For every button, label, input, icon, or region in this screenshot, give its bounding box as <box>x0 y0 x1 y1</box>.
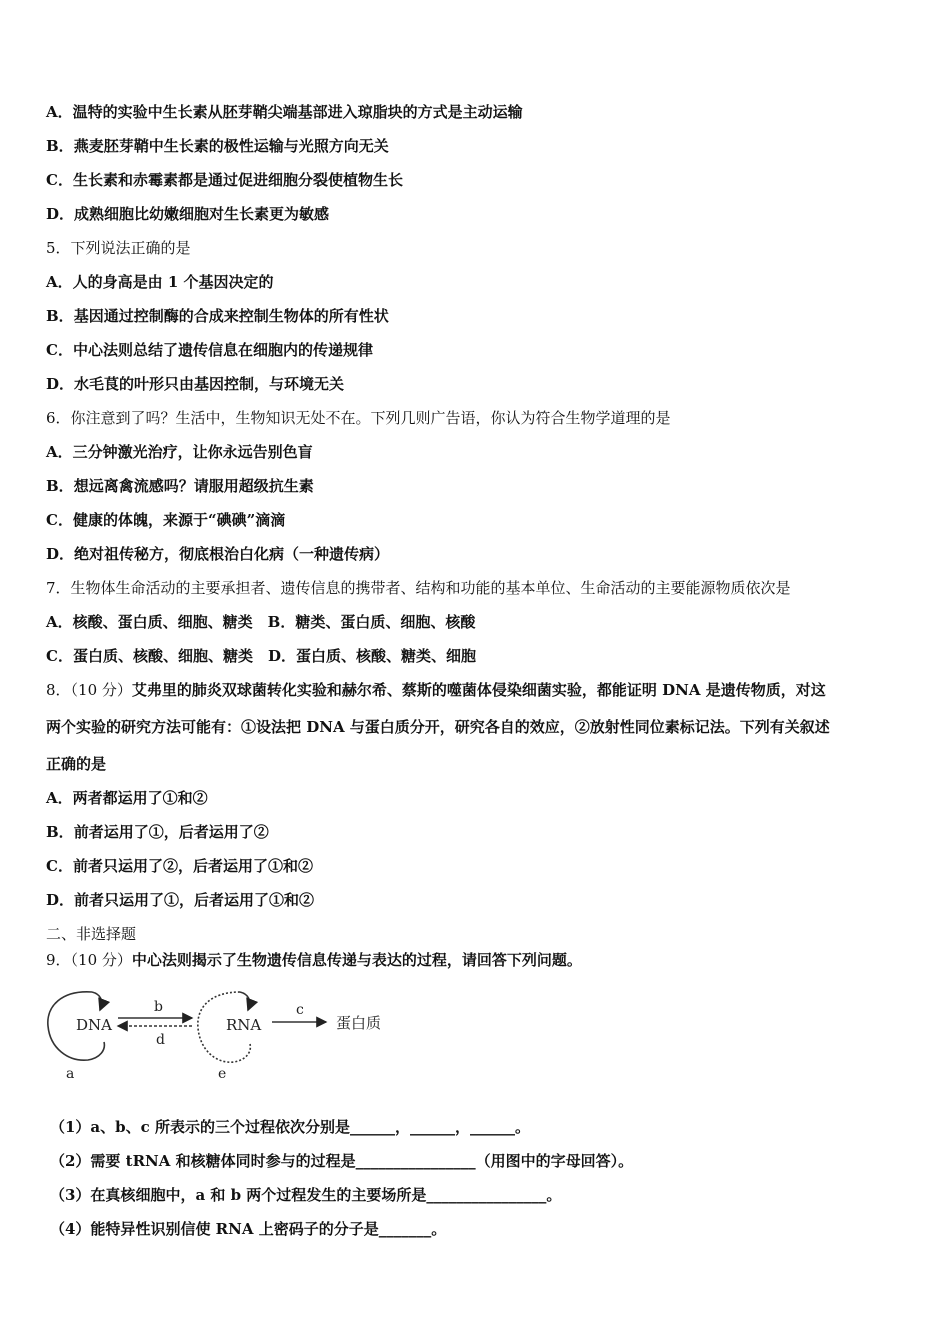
q5-stem: 5．下列说法正确的是 <box>46 239 191 257</box>
rna-loop-arrow <box>240 992 250 1010</box>
q5-option-c: C．中心法则总结了遗传信息在细胞内的传递规律 <box>46 341 373 359</box>
q8-option-d: D．前者只运用了①，后者运用了①和② <box>46 891 315 909</box>
q8-option-c: C．前者只运用了②，后者运用了①和② <box>46 857 313 875</box>
q4-option-a: A．温特的实验中生长素从胚芽鞘尖端基部进入琼脂块的方式是主动运输 <box>46 103 523 121</box>
q6-option-d: D．绝对祖传秘方，彻底根治白化病（一种遗传病） <box>46 545 390 563</box>
q9-stem: 9．（10 分）中心法则揭示了生物遗传信息传递与表达的过程，请回答下列问题。 <box>46 951 582 969</box>
q9-sub-2: （2）需要 tRNA 和核糖体同时参与的过程是________________（用图中的字母回答）。 <box>50 1152 634 1170</box>
q7-options-cd: C．蛋白质、核酸、细胞、糖类 D．蛋白质、核酸、糖类、细胞 <box>46 647 476 665</box>
label-c: c <box>296 1002 304 1018</box>
q4-option-b: B．燕麦胚芽鞘中生长素的极性运输与光照方向无关 <box>46 137 389 155</box>
q6-option-c: C．健康的体魄，来源于“碘碘”滴滴 <box>46 511 286 529</box>
q8-stem-line1: 8．（10 分）艾弗里的肺炎双球菌转化实验和赫尔希、蔡斯的噬菌体侵染细菌实验，都能证明 DNA 是遗传物质，对这 <box>46 681 826 699</box>
q9-sub-4: （4）能特异性识别信使 RNA 上密码子的分子是_______。 <box>50 1220 447 1238</box>
section-title-non-choice: 二、非选择题 <box>46 925 137 943</box>
label-a: a <box>66 1066 75 1080</box>
label-e: e <box>218 1066 227 1080</box>
rna-label: RNA <box>226 1016 262 1034</box>
central-dogma-diagram <box>40 980 400 1080</box>
q7-options-ab: A．核酸、蛋白质、细胞、糖类 B．糖类、蛋白质、细胞、核酸 <box>46 613 476 631</box>
q9-sub-1: （1）a、b、c 所表示的三个过程依次分别是______，______，______。 <box>50 1118 531 1136</box>
label-d: d <box>156 1032 165 1048</box>
protein-label: 蛋白质 <box>336 1014 382 1032</box>
q8-option-a: A．两者都运用了①和② <box>46 789 208 807</box>
q6-option-a: A．三分钟激光治疗，让你永远告别色盲 <box>46 443 313 461</box>
dna-label: DNA <box>76 1016 112 1034</box>
q4-option-c: C．生长素和赤霉素都是通过促进细胞分裂使植物生长 <box>46 171 403 189</box>
label-b: b <box>154 999 163 1015</box>
q8-option-b: B．前者运用了①，后者运用了② <box>46 823 269 841</box>
q6-option-b: B．想远离禽流感吗？请服用超级抗生素 <box>46 477 314 495</box>
q5-option-a: A．人的身高是由 1 个基因决定的 <box>46 273 274 291</box>
q8-stem-line3: 正确的是 <box>46 755 107 773</box>
q5-option-d: D．水毛茛的叶形只由基因控制，与环境无关 <box>46 375 345 393</box>
q9-sub-3: （3）在真核细胞中，a 和 b 两个过程发生的主要场所是________________。 <box>50 1186 562 1204</box>
q8-stem-line2: 两个实验的研究方法可能有：①设法把 DNA 与蛋白质分开，研究各自的效应，②放射性同位素标记法。下列有关叙述 <box>46 718 830 736</box>
q7-stem: 7．生物体生命活动的主要承担者、遗传信息的携带者、结构和功能的基本单位、生命活动的主要能源物质依次是 <box>46 579 791 597</box>
q4-option-d: D．成熟细胞比幼嫩细胞对生长素更为敏感 <box>46 205 330 223</box>
q5-option-b: B．基因通过控制酶的合成来控制生物体的所有性状 <box>46 307 389 325</box>
q6-stem: 6．你注意到了吗？生活中，生物知识无处不在。下列几则广告语，你认为符合生物学道理的是 <box>46 409 671 427</box>
dna-loop-arrow <box>92 992 102 1010</box>
